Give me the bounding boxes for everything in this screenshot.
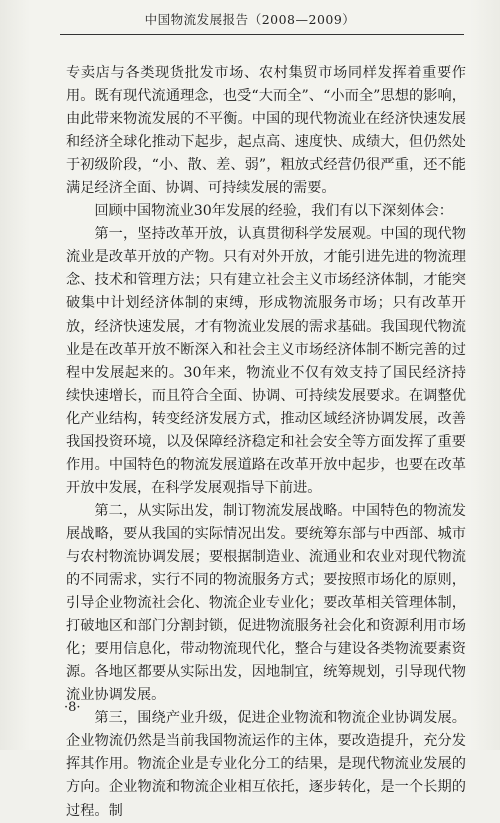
- paragraph-4: 第二，从实际出发，制订物流发展战略。中国特色的物流发展战略，要从我国的实际情况出发。要统筹东部与中西部、城市与农村物流协调发展；要根据制造业、流通业和农业对现代物流的不同需求，实行不同的物流服务方式；要按照市场化的原则，引导企业物流社会化、物流企业专业化；要改革相关管理体制，打破地区和部门分割封锁，促进物流服务社会化和资源利用市场化；要用信息化，带动物流现代化，整合与建设各类物流要素资源。各地区都要从实际出发，因地制宜，统筹规划，引导现代物流业协调发展。: [66, 502, 466, 704]
- running-head: [0, 10, 500, 28]
- paragraph-2: 回顾中国物流业30年发展的经验，我们有以下深刻体会：: [94, 203, 453, 220]
- header-rule: [60, 34, 464, 35]
- paragraph-1: 专卖店与各类现货批发市场、农村集贸市场同样发挥着重要作用。既有现代流通理念，也受“大而全”、“小而全”思想的影响，由此带来物流发展的不平衡。中国的现代物流业在经济快速发展和经济全球化推动下起步，起点高、速度快、成绩大，但仍然处于初级阶段，“小、散、差、弱”，粗放式经营仍很严重，还不能满足经济全面、协调、可持续发展的需要。: [66, 65, 466, 197]
- paragraph-5: 第三，围绕产业升级，促进企业物流和物流企业协调发展。企业物流仍然是当前我国物流运作的主体，要改造提升，充分发挥其作用。物流企业是专业化分工的结果，是现代物流业发展的方向。企业物流和物流企业相互依托，逐步转化，是一个长期的过程。制: [66, 710, 466, 819]
- page-body: [66, 62, 466, 823]
- page-number: ·8·: [64, 700, 81, 715]
- running-head-years: （2008—2009）: [248, 12, 356, 27]
- paragraph-3: 第一，坚持改革开放，认真贯彻科学发展观。中国的现代物流业是改革开放的产物。只有对外开放，才能引进先进的物流理念、技术和管理方法；只有建立社会主义市场经济体制，才能突破集中计划经济体制的束缚，形成物流服务市场；只有改革开放，经济快速发展，才有物流业发展的需求基础。我国现代物流业是在改革开放不断深入和社会主义市场经济体制不断完善的过程中发展起来的。30年来，物流业不仅有效支持了国民经济持续快速增长，而且符合全面、协调、可持续发展要求。在调整优化产业结构，转变经济发展方式，推动区域经济协调发展，改善我国投资环境，以及保障经济稳定和社会安全等方面发挥了重要作用。中国特色的物流发展道路在改革开放中起步，也要在改革开放中发展，在科学发展观指导下前进。: [66, 226, 466, 496]
- running-head-title: 中国物流发展报告: [144, 12, 249, 27]
